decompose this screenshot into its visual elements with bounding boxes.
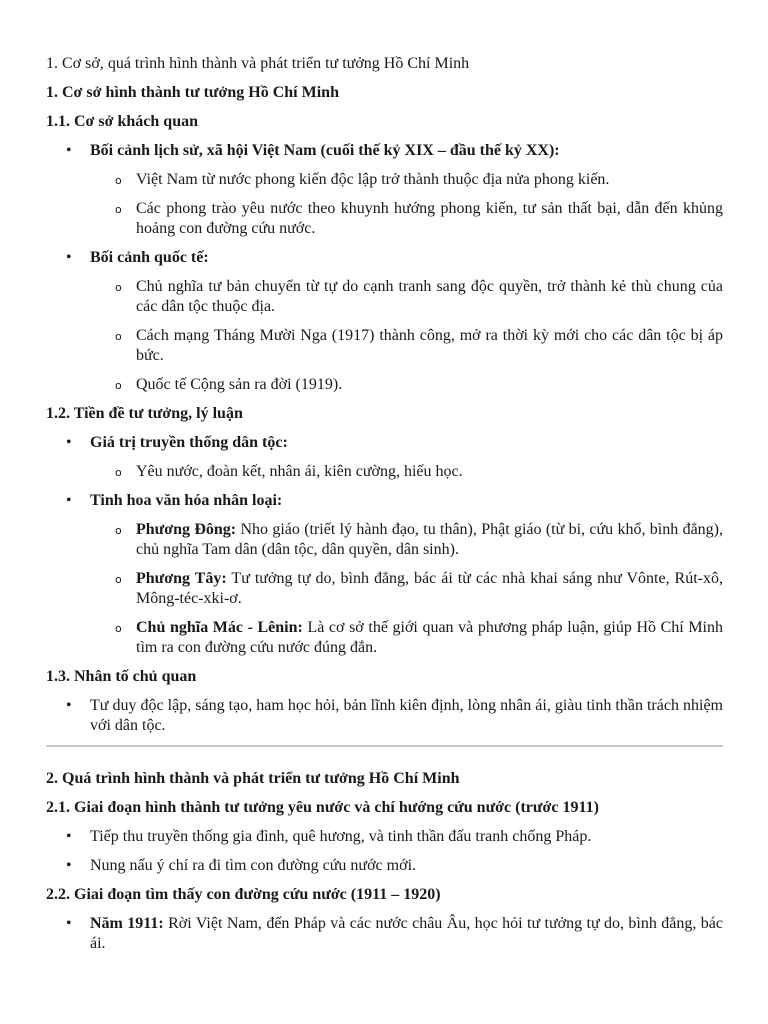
item-text: Yêu nước, đoàn kết, nhân ái, kiên cường, hiếu học.: [136, 463, 463, 480]
bullet-icon: •: [66, 828, 72, 845]
circle-bullet-icon: o: [115, 203, 122, 216]
list-1-3: [46, 696, 723, 736]
item-text: Rời Việt Nam, đến Pháp và các nước châu Âu, học hỏi tư tưởng tự do, bình đẳng, bác ái.: [90, 915, 723, 952]
item-text: Quốc tế Cộng sản ra đời (1919).: [136, 376, 343, 393]
circle-bullet-icon: o: [115, 573, 122, 586]
sublist-item: [90, 569, 723, 609]
bullet-icon: •: [66, 492, 72, 509]
circle-bullet-icon: o: [115, 281, 122, 294]
sublist-item: [90, 375, 723, 395]
bullet-icon: •: [66, 142, 72, 159]
circle-bullet-icon: o: [115, 174, 122, 187]
heading-section-2-1: 2.1. Giai đoạn hình thành tư tưởng yêu nước và chí hướng cứu nước (trước 1911): [46, 799, 599, 816]
item-text: Nung nấu ý chí ra đi tìm con đường cứu nước mới.: [90, 857, 417, 874]
sublist: [90, 170, 723, 239]
list-2-2: [46, 914, 723, 954]
sublist: [90, 277, 723, 395]
circle-bullet-icon: o: [115, 524, 122, 537]
item-text: Tư duy độc lập, sáng tạo, ham học hỏi, bản lĩnh kiên định, lòng nhân ái, giàu tinh thần trách nhiệm với dân tộc.: [90, 697, 723, 734]
bullet-label: Bối cảnh lịch sử, xã hội Việt Nam (cuối thế kỷ XIX – đầu thế kỷ XX):: [90, 142, 560, 159]
bullet-label: Bối cảnh quốc tế:: [90, 249, 209, 266]
list-item: [46, 914, 723, 954]
list-item: [46, 248, 723, 395]
item-term: Năm 1911:: [90, 915, 164, 932]
list-1-1: [46, 141, 723, 395]
sublist-item: [90, 462, 723, 482]
circle-bullet-icon: o: [115, 622, 122, 635]
item-text: Chủ nghĩa tư bản chuyển từ tự do cạnh tranh sang độc quyền, trở thành kẻ thù chung của các dân tộc thuộc địa.: [136, 278, 723, 315]
heading-section-2-2: 2.2. Giai đoạn tìm thấy con đường cứu nước (1911 – 1920): [46, 886, 441, 903]
sublist-item: [90, 199, 723, 239]
bullet-label: Tinh hoa văn hóa nhân loại:: [90, 492, 283, 509]
sublist-item: [90, 618, 723, 658]
circle-bullet-icon: o: [115, 330, 122, 343]
list-item: [46, 696, 723, 736]
sublist-item: [90, 277, 723, 317]
section-divider: [46, 745, 723, 747]
document-title: 1. Cơ sở, quá trình hình thành và phát triển tư tưởng Hồ Chí Minh: [46, 55, 470, 72]
item-text: Tư tưởng tự do, bình đẳng, bác ái từ các nhà khai sáng như Vônte, Rút-xô, Mông-téc-xki-ơ.: [136, 570, 723, 607]
list-2-1: [46, 827, 723, 876]
circle-bullet-icon: o: [115, 466, 122, 479]
list-item: [46, 491, 723, 658]
list-1-2: [46, 433, 723, 658]
heading-section-1-2: 1.2. Tiền đề tư tưởng, lý luận: [46, 405, 243, 422]
list-item: [46, 856, 723, 876]
bullet-icon: •: [66, 857, 72, 874]
item-term: Phương Tây:: [136, 570, 227, 587]
item-text: Việt Nam từ nước phong kiến độc lập trở thành thuộc địa nửa phong kiến.: [136, 171, 610, 188]
heading-section-1-1: 1.1. Cơ sở khách quan: [46, 113, 198, 130]
bullet-label: Giá trị truyền thống dân tộc:: [90, 434, 288, 451]
sublist-item: [90, 520, 723, 560]
item-text: Các phong trào yêu nước theo khuynh hướng phong kiến, tư sản thất bại, dẫn đến khủng hoảng con đường cứu nước.: [136, 200, 723, 237]
circle-bullet-icon: o: [115, 379, 122, 392]
bullet-icon: •: [66, 434, 72, 451]
list-item: [46, 141, 723, 239]
bullet-icon: •: [66, 915, 72, 932]
item-text: Tiếp thu truyền thống gia đình, quê hương, và tinh thần đấu tranh chống Pháp.: [90, 828, 592, 845]
item-term: Chủ nghĩa Mác - Lênin:: [136, 619, 303, 636]
document-page: [46, 54, 723, 963]
heading-section-2: 2. Quá trình hình thành và phát triển tư tưởng Hồ Chí Minh: [46, 770, 460, 787]
item-text: Cách mạng Tháng Mười Nga (1917) thành công, mở ra thời kỳ mới cho các dân tộc bị áp bức.: [136, 327, 723, 364]
sublist: [90, 520, 723, 658]
list-item: [46, 433, 723, 482]
item-text: Nho giáo (triết lý hành đạo, tu thân), Phật giáo (từ bi, cứu khổ, bình đẳng), chủ nghĩa Tam dân (dân tộc, dân quyền, dân sinh).: [136, 521, 723, 558]
list-item: [46, 827, 723, 847]
heading-section-1-3: 1.3. Nhân tố chủ quan: [46, 668, 197, 685]
bullet-icon: •: [66, 249, 72, 266]
heading-section-1: 1. Cơ sở hình thành tư tưởng Hồ Chí Minh: [46, 84, 339, 101]
sublist: [90, 462, 723, 482]
sublist-item: [90, 326, 723, 366]
sublist-item: [90, 170, 723, 190]
item-text: Là cơ sở thế giới quan và phương pháp luận, giúp Hồ Chí Minh tìm ra con đường cứu nước đúng đắn.: [136, 619, 724, 656]
bullet-icon: •: [66, 697, 72, 714]
item-term: Phương Đông:: [136, 521, 237, 538]
